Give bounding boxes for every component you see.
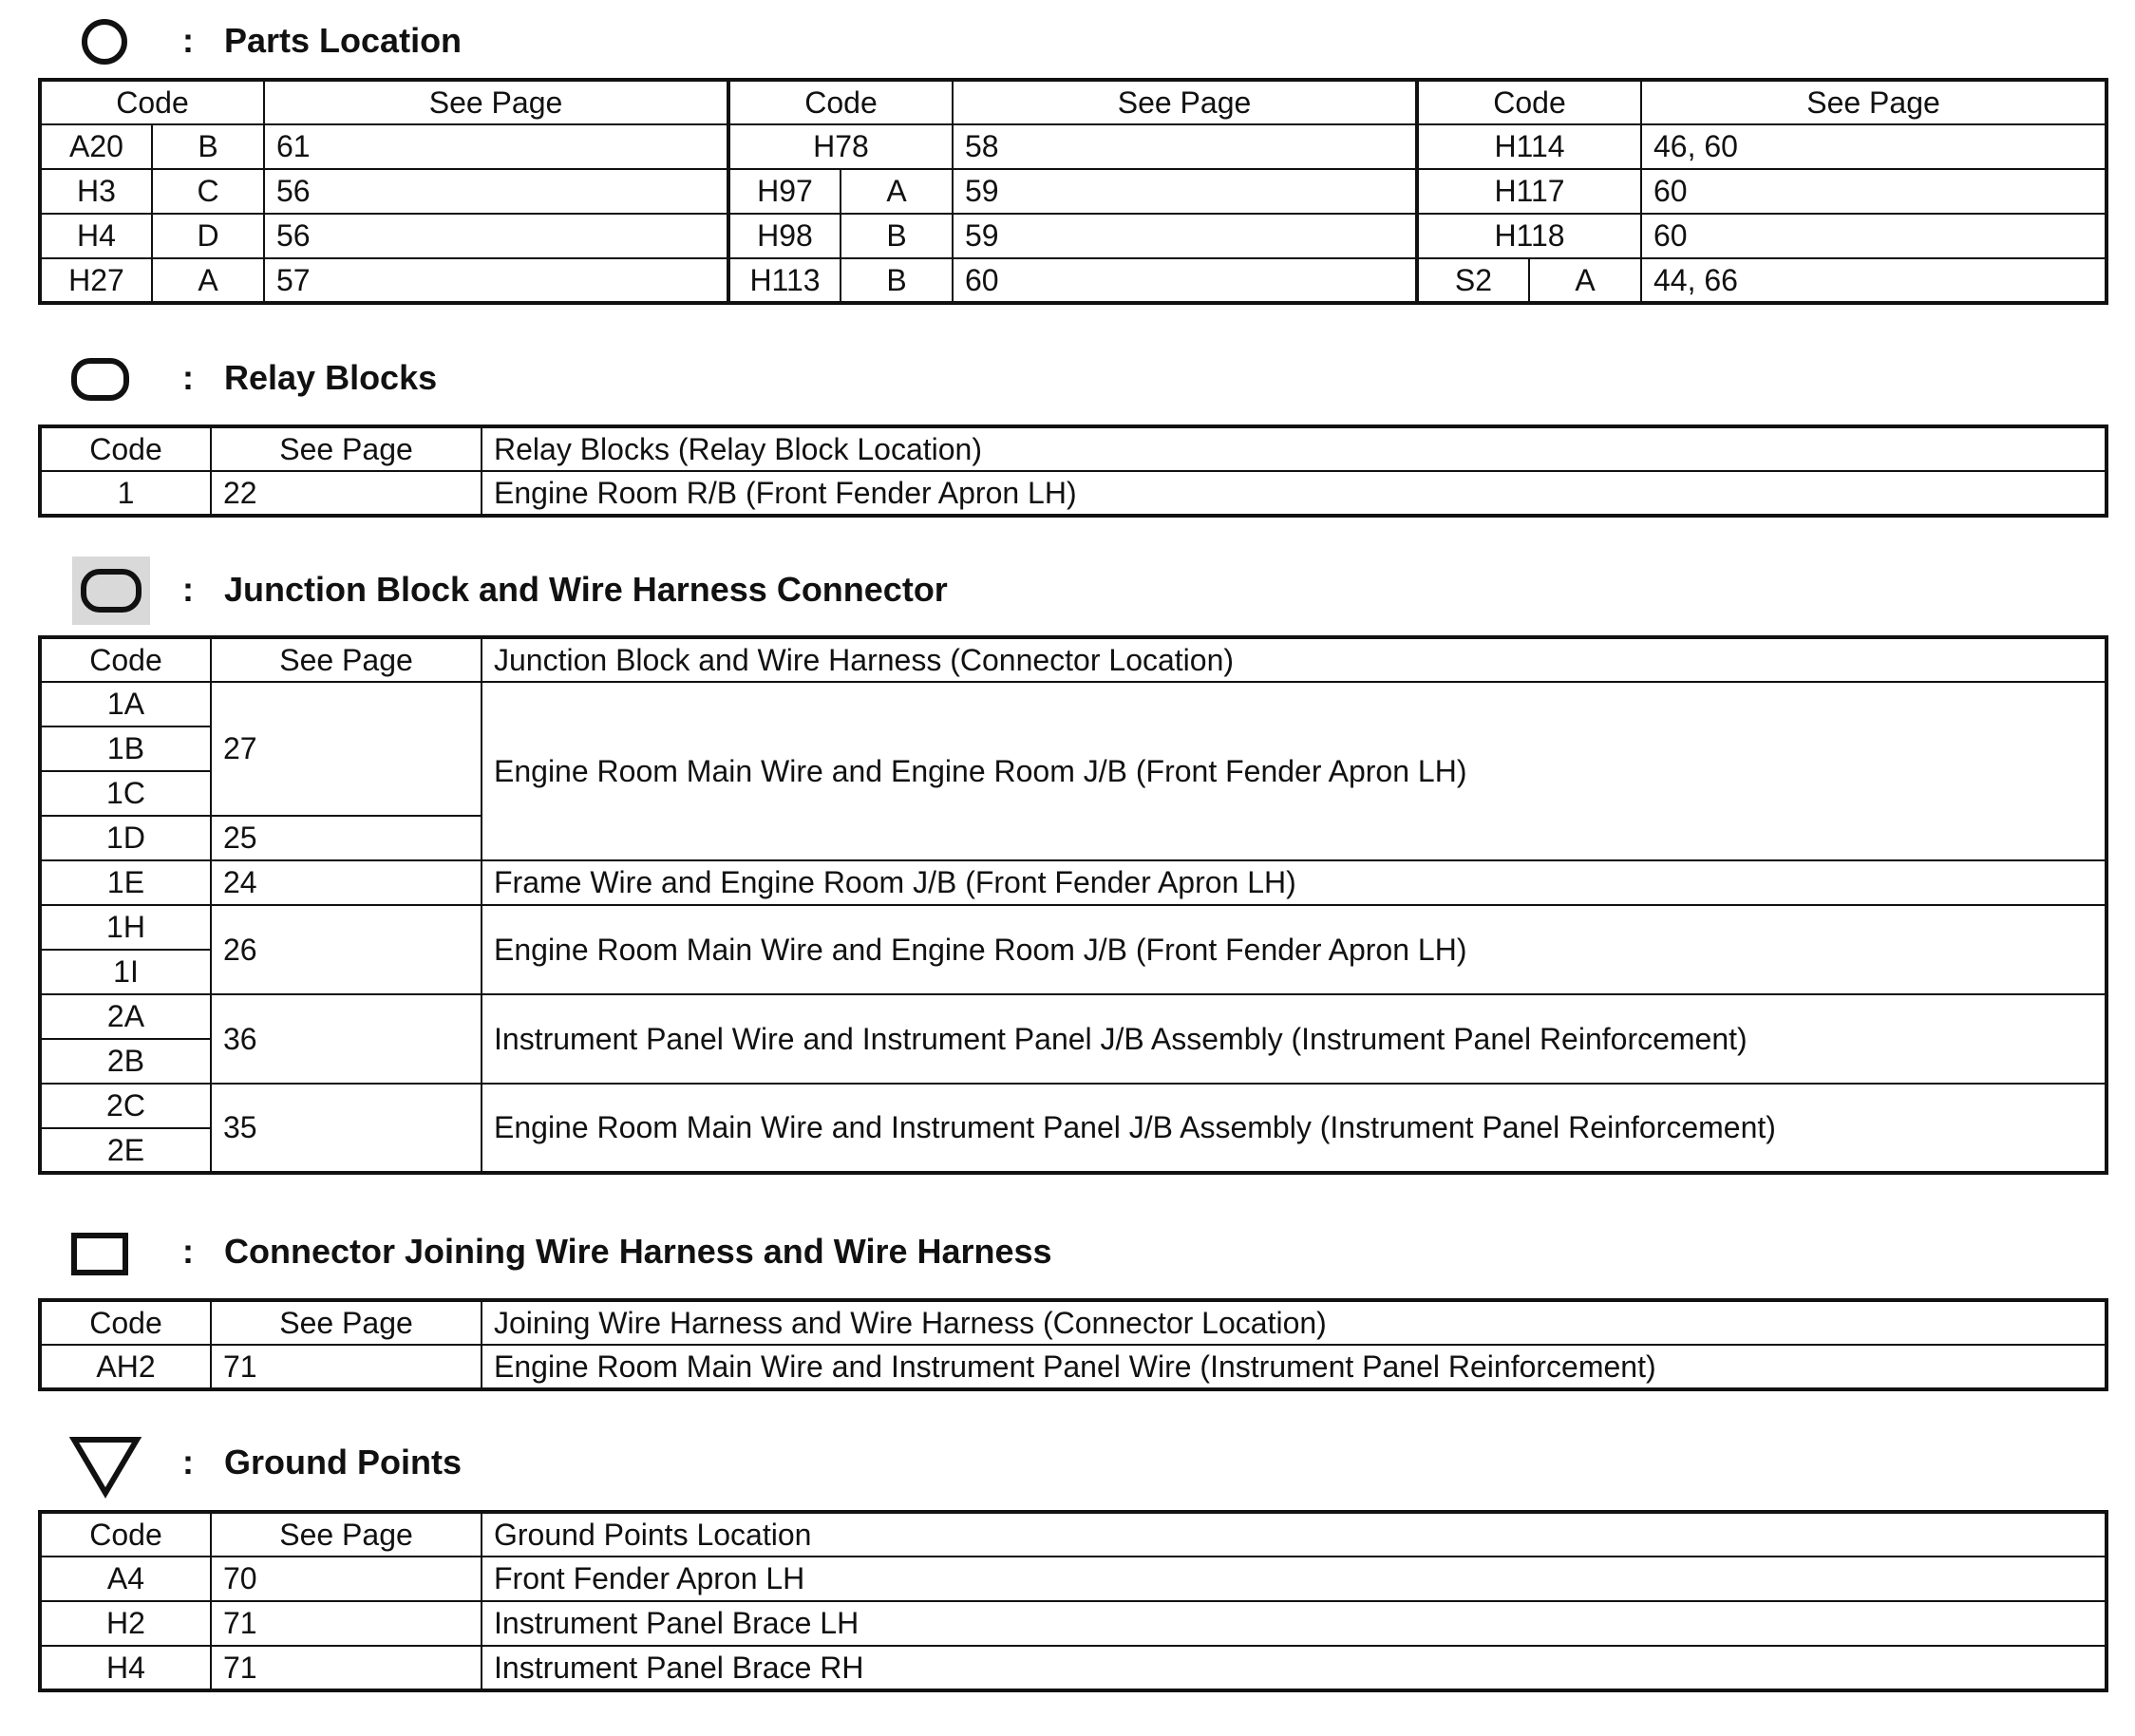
header-code: Code <box>728 80 953 124</box>
page-cell: 70 <box>211 1557 482 1601</box>
section-title: Connector Joining Wire Harness and Wire Harness <box>224 1232 1052 1271</box>
description-cell: Engine Room Main Wire and Engine Room J/B (Front Fender Apron LH) <box>482 905 2107 994</box>
code-cell: H27 <box>40 258 152 303</box>
parts-location-heading <box>0 9 2135 76</box>
rectangle-icon <box>70 1230 131 1279</box>
page-cell: 46, 60 <box>1641 124 2107 169</box>
table-row <box>40 214 2107 258</box>
page-cell: 60 <box>1641 214 2107 258</box>
sub-code-cell: A <box>1529 258 1641 303</box>
header-description: Relay Blocks (Relay Block Location) <box>482 426 2107 471</box>
header-see-page: See Page <box>211 1512 482 1557</box>
table-row <box>40 905 2107 950</box>
description-cell: Instrument Panel Brace RH <box>482 1646 2107 1690</box>
page-cell: 60 <box>1641 169 2107 214</box>
colon: : <box>182 1443 194 1481</box>
code-cell: H4 <box>40 1646 211 1690</box>
header-code: Code <box>40 1300 211 1345</box>
code-cell: H2 <box>40 1601 211 1646</box>
table-row <box>40 1646 2107 1690</box>
section-title: Parts Location <box>224 21 463 60</box>
code-cell: 2A <box>40 994 211 1039</box>
page-cell: 61 <box>264 124 728 169</box>
code-cell: 1A <box>40 682 211 726</box>
code-cell: H97 <box>728 169 841 214</box>
page-cell: 26 <box>211 905 482 994</box>
sub-code-cell: B <box>841 258 953 303</box>
page-cell: 59 <box>953 214 1417 258</box>
table-row <box>40 1557 2107 1601</box>
colon: : <box>182 1232 194 1271</box>
code-cell: H98 <box>728 214 841 258</box>
description-cell: Engine Room Main Wire and Instrument Panel Wire (Instrument Panel Reinforcement) <box>482 1345 2107 1389</box>
code-cell: S2 <box>1417 258 1529 303</box>
description-cell: Frame Wire and Engine Room J/B (Front Fender Apron LH) <box>482 860 2107 905</box>
header-code: Code <box>40 80 264 124</box>
code-cell: 2B <box>40 1039 211 1084</box>
relay-blocks-heading <box>0 347 2135 413</box>
page-cell: 27 <box>211 682 482 816</box>
shaded-rounded-rect-icon <box>72 557 150 625</box>
connector-joining-table <box>38 1298 2108 1391</box>
sub-code-cell: B <box>152 124 264 169</box>
page-cell: 56 <box>264 214 728 258</box>
sub-code-cell: C <box>152 169 264 214</box>
table-row <box>40 994 2107 1039</box>
page-cell: 22 <box>211 471 482 516</box>
header-code: Code <box>40 637 211 682</box>
page-cell: 59 <box>953 169 1417 214</box>
table-row <box>40 258 2107 303</box>
page-cell: 71 <box>211 1646 482 1690</box>
colon: : <box>182 570 194 609</box>
junction-block-heading <box>0 557 2135 623</box>
code-cell: 1D <box>40 816 211 860</box>
description-cell: Front Fender Apron LH <box>482 1557 2107 1601</box>
description-cell: Engine Room R/B (Front Fender Apron LH) <box>482 471 2107 516</box>
section-title: Relay Blocks <box>224 358 438 397</box>
header-description: Junction Block and Wire Harness (Connector Location) <box>482 637 2107 682</box>
page-cell: 24 <box>211 860 482 905</box>
ground-points-table <box>38 1510 2108 1692</box>
description-cell: Engine Room Main Wire and Engine Room J/B (Front Fender Apron LH) <box>482 682 2107 860</box>
code-cell: H3 <box>40 169 152 214</box>
code-cell: 1H <box>40 905 211 950</box>
header-see-page: See Page <box>211 1300 482 1345</box>
colon: : <box>182 358 194 397</box>
table-row <box>40 682 2107 726</box>
code-cell: AH2 <box>40 1345 211 1389</box>
header-code: Code <box>1417 80 1641 124</box>
page-cell: 56 <box>264 169 728 214</box>
page-cell: 25 <box>211 816 482 860</box>
page-cell: 35 <box>211 1084 482 1173</box>
junction-block-table <box>38 635 2108 1175</box>
table-row <box>40 169 2107 214</box>
sub-code-cell: A <box>841 169 953 214</box>
relay-blocks-table <box>38 425 2108 518</box>
page-cell: 57 <box>264 258 728 303</box>
header-description: Ground Points Location <box>482 1512 2107 1557</box>
parts-location-table <box>38 78 2108 305</box>
code-cell: H4 <box>40 214 152 258</box>
code-cell: 1E <box>40 860 211 905</box>
header-see-page: See Page <box>211 426 482 471</box>
header-see-page: See Page <box>953 80 1417 124</box>
colon: : <box>182 21 194 60</box>
table-row <box>40 1084 2107 1128</box>
table-header-row <box>40 1300 2107 1345</box>
rounded-rect-icon <box>70 356 131 404</box>
code-cell: A4 <box>40 1557 211 1601</box>
table-header-row <box>40 80 2107 124</box>
code-cell: 2E <box>40 1128 211 1173</box>
code-cell: 2C <box>40 1084 211 1128</box>
page-cell: 71 <box>211 1601 482 1646</box>
table-row <box>40 471 2107 516</box>
section-title: Ground Points <box>224 1443 462 1481</box>
header-description: Joining Wire Harness and Wire Harness (Connector Location) <box>482 1300 2107 1345</box>
code-cell: H114 <box>1417 124 1641 169</box>
table-row <box>40 1345 2107 1389</box>
header-code: Code <box>40 426 211 471</box>
table-header-row <box>40 426 2107 471</box>
sub-code-cell: B <box>841 214 953 258</box>
description-cell: Engine Room Main Wire and Instrument Panel J/B Assembly (Instrument Panel Reinforcement) <box>482 1084 2107 1173</box>
table-row <box>40 860 2107 905</box>
code-cell: 1C <box>40 771 211 816</box>
description-cell: Instrument Panel Wire and Instrument Panel J/B Assembly (Instrument Panel Reinforcement) <box>482 994 2107 1084</box>
code-cell: H78 <box>728 124 953 169</box>
code-cell: H118 <box>1417 214 1641 258</box>
page-cell: 36 <box>211 994 482 1084</box>
ground-points-heading <box>0 1429 2135 1496</box>
table-header-row <box>40 1512 2107 1557</box>
code-cell: 1 <box>40 471 211 516</box>
table-row <box>40 1601 2107 1646</box>
header-see-page: See Page <box>211 637 482 682</box>
table-header-row <box>40 637 2107 682</box>
header-see-page: See Page <box>1641 80 2107 124</box>
description-cell: Instrument Panel Brace LH <box>482 1601 2107 1646</box>
code-cell: 1I <box>40 950 211 994</box>
connector-joining-heading <box>0 1220 2135 1287</box>
circle-icon <box>80 17 129 66</box>
page-cell: 60 <box>953 258 1417 303</box>
page-cell: 71 <box>211 1345 482 1389</box>
down-triangle-icon <box>68 1434 142 1499</box>
sub-code-cell: D <box>152 214 264 258</box>
page-cell: 58 <box>953 124 1417 169</box>
page-cell: 44, 66 <box>1641 258 2107 303</box>
code-cell: 1B <box>40 726 211 771</box>
code-cell: H113 <box>728 258 841 303</box>
table-row <box>40 124 2107 169</box>
code-cell: H117 <box>1417 169 1641 214</box>
code-cell: A20 <box>40 124 152 169</box>
header-see-page: See Page <box>264 80 728 124</box>
sub-code-cell: A <box>152 258 264 303</box>
header-code: Code <box>40 1512 211 1557</box>
section-title: Junction Block and Wire Harness Connector <box>224 570 948 609</box>
